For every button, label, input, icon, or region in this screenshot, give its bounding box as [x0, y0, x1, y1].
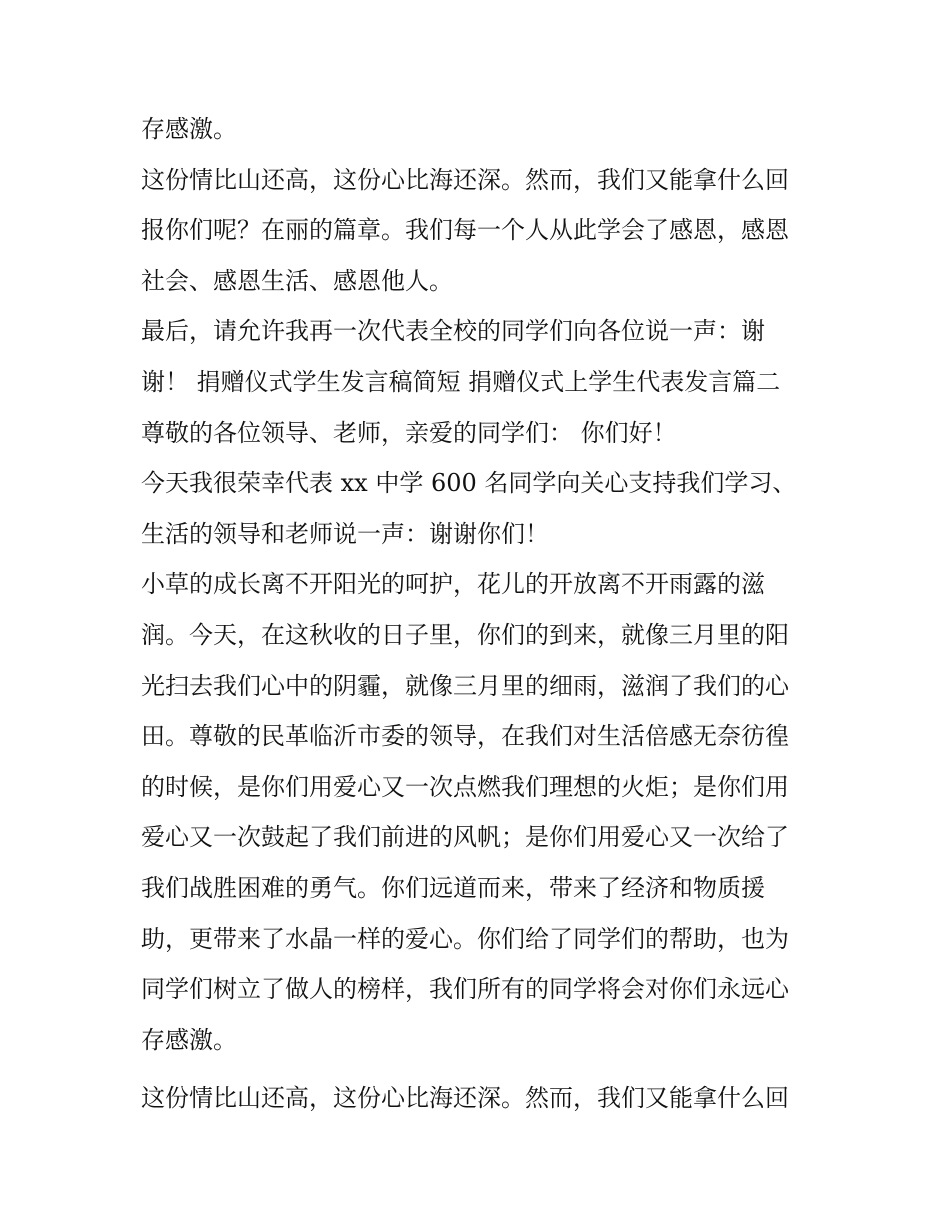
text-line: 光扫去我们心中的阴霾，就像三月里的细雨，滋润了我们的心 — [141, 671, 789, 700]
document-body — [141, 104, 821, 1124]
text-line: 助，更带来了水晶一样的爱心。你们给了同学们的帮助，也为 — [141, 924, 789, 953]
text-line: 小草的成长离不开阳光的呵护，花儿的开放离不开雨露的滋 — [141, 570, 765, 599]
text-line: 润。今天，在这秋收的日子里，你们的到来，就像三月里的阳 — [141, 620, 789, 649]
text-line: 我们战胜困难的勇气。你们远道而来，带来了经济和物质援 — [141, 873, 765, 902]
text-line: 这份情比山还高，这份心比海还深。然而，我们又能拿什么回 — [141, 1084, 789, 1113]
text-line: 存感激。 — [141, 1025, 237, 1054]
text-line: 最后，请允许我再一次代表全校的同学们向各位说一声：谢 — [141, 317, 765, 346]
text-line: 存感激。 — [141, 115, 237, 143]
text-line: 这份情比山还高，这份心比海还深。然而，我们又能拿什么回 — [141, 165, 789, 194]
text-line: 今天我很荣幸代表 xx 中学 600 名同学向关心支持我们学习、 — [141, 469, 797, 498]
text-line: 同学们树立了做人的榜样，我们所有的同学将会对你们永远心 — [141, 975, 789, 1004]
text-line: 报你们呢？在丽的篇章。我们每一个人从此学会了感恩，感恩 — [141, 216, 789, 245]
text-line: 田。尊敬的民革临沂市委的领导，在我们对生活倍感无奈彷徨 — [141, 722, 789, 751]
text-line: 社会、感恩生活、感恩他人。 — [141, 266, 453, 295]
text-line: 谢！ 捐赠仪式学生发言稿简短 捐赠仪式上学生代表发言篇二 — [141, 367, 781, 396]
text-line: 的时候，是你们用爱心又一次点燃我们理想的火炬；是你们用 — [141, 772, 789, 801]
text-line: 爱心又一次鼓起了我们前进的风帆；是你们用爱心又一次给了 — [141, 823, 789, 852]
text-line: 生活的领导和老师说一声：谢谢你们！ — [141, 519, 549, 548]
text-line: 尊敬的各位领导、老师，亲爱的同学们： 你们好！ — [141, 418, 677, 447]
